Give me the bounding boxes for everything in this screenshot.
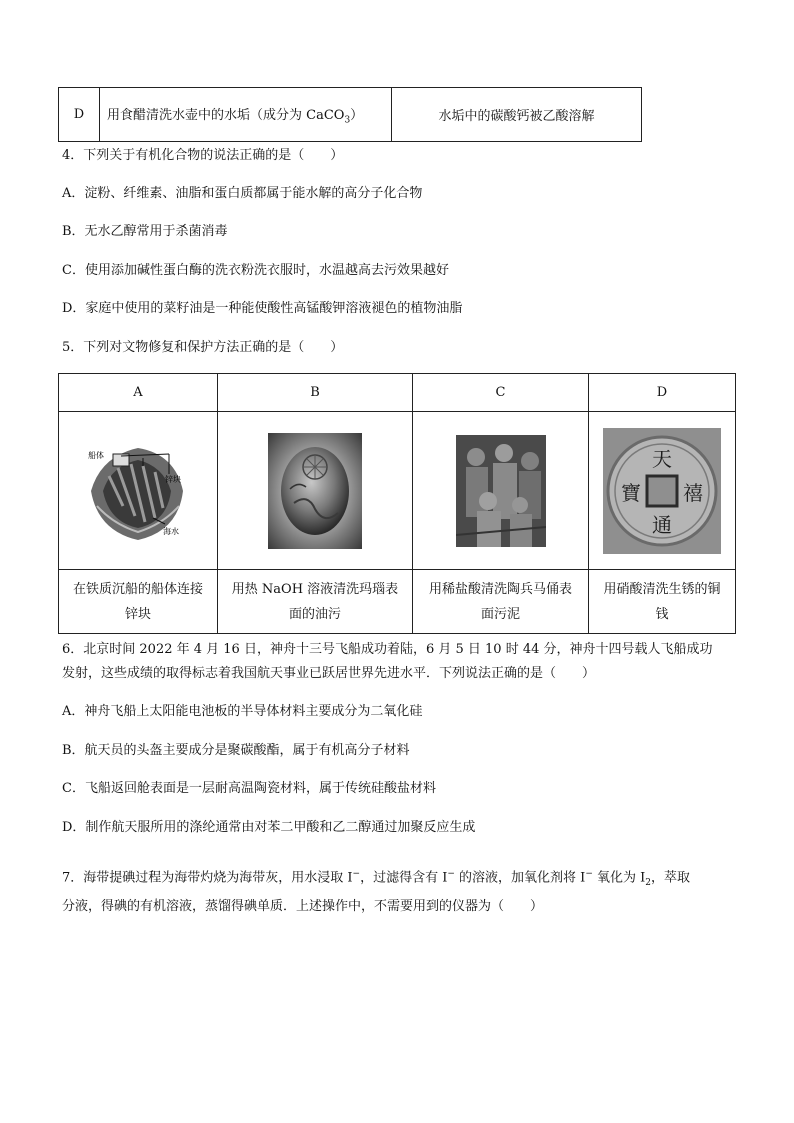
caption-c-line1: 用稀盐酸清洗陶兵马俑表 xyxy=(428,581,572,597)
terracotta-warriors-image xyxy=(456,435,546,547)
image-cell-a xyxy=(59,412,218,570)
prev-question-table xyxy=(58,87,642,142)
row-label: D xyxy=(59,88,100,142)
caption-d-line1: 用硝酸清洗生锈的铜 xyxy=(603,581,721,597)
reason-cell: 水垢中的碳酸钙被乙酸溶解 xyxy=(392,88,642,142)
caption-a-line2: 锌块 xyxy=(124,606,151,622)
coin-char-top: 天 xyxy=(652,446,672,471)
caption-a-line1: 在铁质沉船的船体连接 xyxy=(72,581,203,597)
caption-b-line1: 用热 NaOH 溶液清洗玛瑙表 xyxy=(231,581,399,597)
q7-text-a: 7．海带提碘过程为海带灼烧为海带灰，用水浸取 I xyxy=(62,870,353,886)
image-cell-c xyxy=(413,412,589,570)
zinc-label: 锌块 xyxy=(165,474,181,484)
q4-stem: 4．下列关于有机化合物的说法正确的是（ ） xyxy=(62,148,344,163)
q5-options-table xyxy=(58,373,736,634)
col-header-c: C xyxy=(413,374,589,412)
image-cell-d xyxy=(589,412,736,570)
iodide-charge-2: − xyxy=(447,869,455,879)
q6-stem-line2: 发射，这些成绩的取得标志着我国航天事业已跃居世界先进水平．下列说法正确的是（ ） xyxy=(62,666,596,681)
image-cell-b xyxy=(218,412,413,570)
q6-option-b: B．航天员的头盔主要成分是聚碳酸酯，属于有机高分子材料 xyxy=(62,743,410,758)
agate-image xyxy=(268,433,362,549)
col-header-b: B xyxy=(218,374,413,412)
q7-text-d: 氧化为 I xyxy=(592,870,646,886)
q7-text-b: ，过滤得含有 I xyxy=(360,870,448,886)
method-subscript: 3 xyxy=(344,115,351,126)
q5-stem: 5．下列对文物修复和保护方法正确的是（ ） xyxy=(62,340,344,355)
q7-text-e: ，萃取 xyxy=(651,870,691,886)
caption-c xyxy=(413,570,589,634)
caption-d xyxy=(589,570,736,634)
q4-option-b: B．无水乙醇常用于杀菌消毒 xyxy=(62,224,228,239)
shipwreck-image xyxy=(83,436,193,546)
iodine-subscript: 2 xyxy=(645,877,652,888)
coin-char-left: 寶 xyxy=(621,480,641,505)
q7-text-c: 的溶液，加氧化剂将 I xyxy=(454,870,586,886)
coin-char-bottom: 通 xyxy=(652,512,672,537)
caption-c-line2: 面污泥 xyxy=(480,606,520,622)
method-end: ） xyxy=(350,107,364,123)
iodide-charge-3: − xyxy=(585,869,593,879)
coin-char-right: 禧 xyxy=(683,480,703,505)
caption-b xyxy=(218,570,413,634)
seawater-label: 海水 xyxy=(163,526,179,536)
q4-option-a: A．淀粉、纤维素、油脂和蛋白质都属于能水解的高分子化合物 xyxy=(62,186,423,201)
caption-a xyxy=(59,570,218,634)
col-header-a: A xyxy=(59,374,218,412)
caption-d-line2: 钱 xyxy=(655,606,669,622)
caption-b-line2: 面的油污 xyxy=(288,606,341,622)
method-cell xyxy=(100,88,392,142)
copper-coin-image xyxy=(603,428,721,554)
q4-option-d: D．家庭中使用的菜籽油是一种能使酸性高锰酸钾溶液褪色的植物油脂 xyxy=(62,301,463,316)
q7-line2: 分液，得碘的有机溶液，蒸馏得碘单质．上述操作中，不需要用到的仪器为（ ） xyxy=(62,899,544,914)
iodide-charge-1: − xyxy=(352,869,361,879)
q6-option-a: A．神舟飞船上太阳能电池板的半导体材料主要成分为二氧化硅 xyxy=(62,704,423,719)
method-text: 用食醋清洗水壶中的水垢（成分为 CaCO xyxy=(107,107,345,123)
q6-option-d: D．制作航天服所用的涤纶通常由对苯二甲酸和乙二醇通过加聚反应生成 xyxy=(62,820,476,835)
q7-line1 xyxy=(62,864,690,893)
hull-label: 船体 xyxy=(88,450,104,460)
q6-stem-line1: 6．北京时间 2022 年 4 月 16 日，神舟十三号飞船成功着陆，6 月 5 日 10 时 44 分，神舟十四号载人飞船成功 xyxy=(62,642,713,657)
q4-option-c: C．使用添加碱性蛋白酶的洗衣粉洗衣服时，水温越高去污效果越好 xyxy=(62,263,449,278)
q6-option-c: C．飞船返回舱表面是一层耐高温陶瓷材料，属于传统硅酸盐材料 xyxy=(62,781,436,796)
col-header-d: D xyxy=(589,374,736,412)
